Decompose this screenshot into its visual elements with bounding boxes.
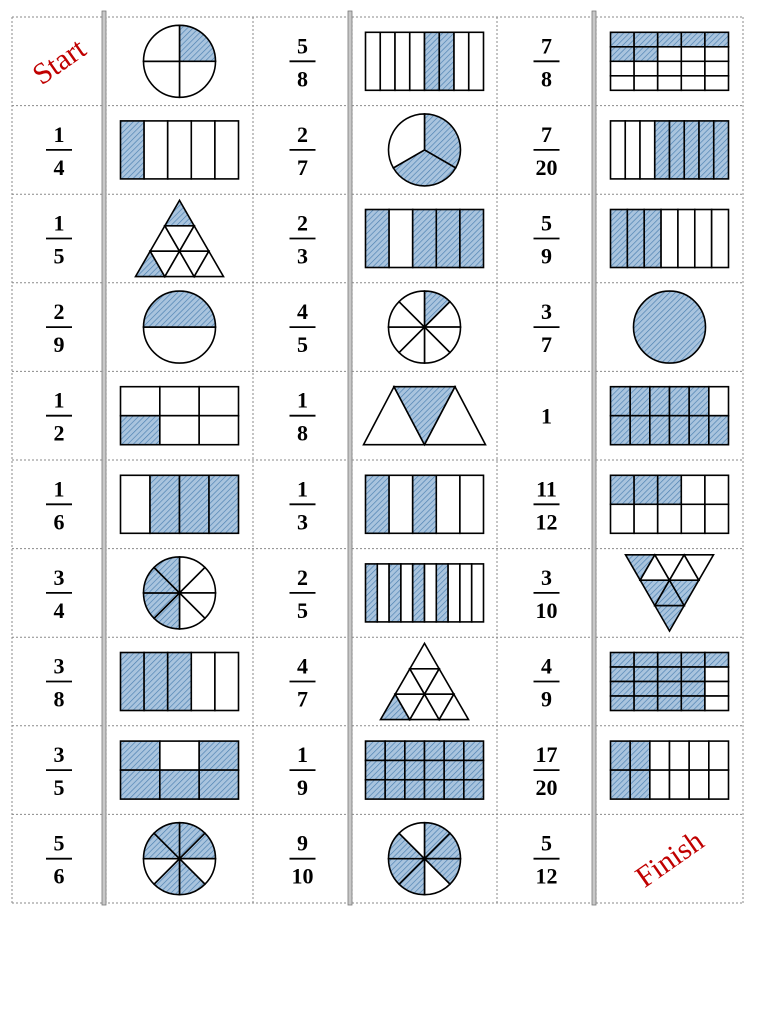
- shape-card-rect-cols: [366, 564, 484, 622]
- shape-part: [439, 32, 454, 90]
- shape-part: [464, 741, 484, 760]
- shape-part: [699, 121, 714, 179]
- shape-part: [644, 210, 661, 268]
- fraction-denominator: 7: [297, 686, 308, 712]
- fraction-numerator: 1: [53, 476, 65, 502]
- shape-card-circle-halves: [144, 291, 216, 363]
- shape-part: [681, 32, 705, 47]
- shape-part: [444, 780, 464, 799]
- shape-card-tri-grid: [381, 643, 469, 719]
- shape-part: [413, 475, 437, 533]
- shape-part: [160, 416, 199, 445]
- shape-part: [714, 121, 729, 179]
- shape-part: [121, 741, 160, 770]
- shape-card-rect-grid: [611, 741, 729, 799]
- fraction-numerator: 4: [541, 653, 552, 679]
- shape-part: [650, 741, 670, 770]
- shape-card-rect-cols: [611, 210, 729, 268]
- fraction-denominator: 3: [297, 243, 308, 269]
- fraction-card: [534, 476, 560, 534]
- fraction-numerator: 3: [53, 564, 65, 590]
- fraction-card: [46, 388, 72, 446]
- shape-part: [661, 210, 678, 268]
- shape-part: [658, 32, 682, 47]
- fraction-numerator: 4: [297, 299, 308, 325]
- shape-part: [389, 564, 401, 622]
- fraction-denominator: 20: [535, 775, 558, 801]
- shape-part: [658, 76, 682, 91]
- shape-part: [655, 606, 684, 631]
- shape-part: [377, 564, 389, 622]
- shape-part: [611, 61, 635, 76]
- fraction-denominator: 10: [535, 597, 558, 623]
- finish-label: [630, 824, 710, 894]
- shape-part: [611, 770, 631, 799]
- shape-card-rect-cols: [366, 32, 484, 90]
- shape-part: [634, 32, 658, 47]
- shape-part: [640, 121, 655, 179]
- shape-part: [413, 210, 437, 268]
- fraction-card: [534, 565, 560, 623]
- shape-card-tri-grid-inv: [626, 555, 714, 631]
- fraction-denominator: 3: [297, 509, 308, 535]
- shape-part: [611, 504, 635, 533]
- shape-part: [199, 387, 238, 416]
- shape-part: [611, 667, 635, 682]
- fraction-card: [290, 211, 316, 269]
- shape-part: [425, 741, 445, 760]
- shape-part: [199, 770, 238, 799]
- fraction-denominator: 12: [535, 863, 558, 889]
- shape-part: [681, 653, 705, 668]
- shape-part: [448, 564, 460, 622]
- shape-part: [650, 387, 670, 416]
- shape-part: [425, 760, 445, 779]
- shape-part: [670, 770, 690, 799]
- shape-part: [460, 475, 484, 533]
- fraction-numerator: 2: [297, 564, 308, 590]
- shape-part: [689, 741, 709, 770]
- shape-part: [460, 564, 472, 622]
- shape-part: [401, 564, 413, 622]
- fraction-card: [534, 211, 560, 269]
- fraction-denominator: 4: [53, 154, 65, 180]
- fraction-card: [534, 742, 560, 800]
- shape-part: [366, 760, 386, 779]
- fraction-card: [534, 831, 560, 889]
- shape-part: [160, 770, 199, 799]
- shape-part: [681, 76, 705, 91]
- shape-part: [191, 653, 215, 711]
- shape-card-circle-thirds: [389, 114, 461, 186]
- shape-part: [681, 667, 705, 682]
- shape-card-rect-cols: [121, 653, 239, 711]
- shape-card-rect-cols: [366, 475, 484, 533]
- shape-part: [611, 653, 635, 668]
- fraction-card: [290, 476, 316, 534]
- shape-part: [144, 25, 180, 61]
- fraction-denominator: 9: [541, 243, 552, 269]
- shape-card-rect-cols: [121, 121, 239, 179]
- shape-part: [611, 475, 635, 504]
- fraction-numerator: 7: [541, 121, 552, 147]
- shape-part: [611, 76, 635, 91]
- fraction-numerator: 3: [541, 564, 552, 590]
- fraction-numerator: 1: [297, 387, 308, 413]
- shape-part: [681, 47, 705, 62]
- shape-part: [650, 416, 670, 445]
- shape-part: [681, 475, 705, 504]
- shape-part: [180, 475, 210, 533]
- shape-card-rect-cols: [121, 475, 239, 533]
- shape-part: [670, 121, 685, 179]
- shape-part: [634, 696, 658, 711]
- shape-card-rect-cols: [366, 210, 484, 268]
- fraction-numerator: 7: [541, 33, 552, 59]
- fraction-denominator: 5: [297, 332, 308, 358]
- shape-part: [444, 741, 464, 760]
- shape-part: [709, 770, 729, 799]
- shape-part: [658, 47, 682, 62]
- shape-card-circle-quarters: [144, 25, 216, 97]
- shape-part: [366, 564, 378, 622]
- shape-part: [464, 780, 484, 799]
- shape-part: [425, 780, 445, 799]
- shape-part: [150, 475, 180, 533]
- shape-part: [611, 47, 635, 62]
- fraction-denominator: 4: [53, 597, 65, 623]
- shape-part: [121, 770, 160, 799]
- shape-part: [634, 291, 706, 363]
- fraction-card: [290, 831, 316, 889]
- shape-card-rect-grid: [366, 741, 484, 799]
- fraction-card: [534, 299, 560, 357]
- shape-part: [689, 387, 709, 416]
- shape-card-circle-sectors: [389, 291, 461, 363]
- shape-card-circle-full: [634, 291, 706, 363]
- shape-part: [611, 682, 635, 697]
- start-label: [27, 32, 93, 92]
- shape-part: [366, 32, 381, 90]
- fraction-numerator: 1: [297, 476, 308, 502]
- fraction-denominator: 12: [535, 509, 558, 535]
- shape-part: [425, 32, 440, 90]
- fraction-card: [290, 654, 316, 712]
- shape-part: [705, 47, 729, 62]
- shape-card-circle-sectors: [144, 823, 216, 895]
- fraction-card: [541, 404, 552, 429]
- fraction-denominator: 20: [535, 154, 558, 180]
- fraction-denominator: 5: [297, 597, 308, 623]
- fraction-card: [46, 476, 72, 534]
- fraction-denominator: 5: [53, 243, 65, 269]
- shape-card-rect-grid: [121, 741, 239, 799]
- fraction-card: [534, 33, 560, 91]
- fraction-numerator: 5: [297, 33, 308, 59]
- shape-part: [436, 210, 460, 268]
- fraction-numerator: 3: [53, 742, 65, 768]
- shape-part: [180, 61, 216, 97]
- fraction-numerator: 1: [53, 121, 65, 147]
- shape-part: [705, 682, 729, 697]
- shape-part: [410, 643, 439, 668]
- fraction-denominator: 9: [297, 775, 308, 801]
- shape-part: [385, 760, 405, 779]
- shape-part: [144, 653, 168, 711]
- shape-part: [705, 475, 729, 504]
- shape-part: [611, 416, 631, 445]
- shape-part: [611, 32, 635, 47]
- fraction-card: [290, 33, 316, 91]
- fraction-card: [46, 831, 72, 889]
- fraction-numerator: 1: [297, 742, 308, 768]
- shape-part: [689, 416, 709, 445]
- shape-part: [705, 504, 729, 533]
- shape-part: [385, 741, 405, 760]
- shape-part: [168, 653, 192, 711]
- fraction-denominator: 6: [53, 509, 65, 535]
- shape-part: [634, 667, 658, 682]
- shape-part: [655, 121, 670, 179]
- fraction-card: [290, 299, 316, 357]
- shape-part: [385, 780, 405, 799]
- shape-part: [681, 682, 705, 697]
- whole-number: 1: [541, 403, 552, 429]
- fraction-numerator: 9: [297, 830, 308, 856]
- shape-part: [160, 387, 199, 416]
- fraction-denominator: 7: [297, 154, 308, 180]
- shape-part: [469, 32, 484, 90]
- fraction-denominator: 9: [541, 686, 552, 712]
- fraction-numerator: 1: [53, 387, 65, 413]
- shape-part: [366, 475, 390, 533]
- fraction-denominator: 6: [53, 863, 65, 889]
- shape-part: [199, 416, 238, 445]
- shape-part: [705, 32, 729, 47]
- fraction-card: [534, 654, 560, 712]
- shape-part: [705, 76, 729, 91]
- shape-part: [472, 564, 484, 622]
- fold-line: [348, 11, 352, 905]
- fraction-numerator: 5: [541, 210, 552, 236]
- shape-part: [395, 32, 410, 90]
- shape-part: [366, 210, 390, 268]
- shape-part: [712, 210, 729, 268]
- shape-part: [121, 416, 160, 445]
- shape-part: [144, 327, 216, 363]
- fraction-card: [290, 565, 316, 623]
- shape-part: [366, 780, 386, 799]
- shape-part: [436, 564, 448, 622]
- fraction-denominator: 8: [297, 420, 308, 446]
- shape-part: [705, 61, 729, 76]
- shape-part: [405, 741, 425, 760]
- shape-part: [215, 653, 239, 711]
- shape-part: [627, 210, 644, 268]
- shape-part: [684, 121, 699, 179]
- shape-part: [658, 667, 682, 682]
- shape-part: [634, 653, 658, 668]
- shape-part: [191, 121, 215, 179]
- shape-part: [709, 387, 729, 416]
- shape-part: [410, 32, 425, 90]
- fraction-numerator: 1: [53, 210, 65, 236]
- shape-part: [144, 61, 180, 97]
- fraction-numerator: 5: [53, 830, 65, 856]
- shape-part: [160, 741, 199, 770]
- fraction-card: [534, 122, 560, 180]
- shape-card-rect-grid: [611, 32, 729, 90]
- card-grid: [12, 11, 743, 905]
- shape-card-circle-sectors: [144, 557, 216, 629]
- shape-part: [460, 210, 484, 268]
- shape-part: [464, 760, 484, 779]
- fraction-numerator: 17: [535, 742, 558, 768]
- fraction-card: [290, 122, 316, 180]
- shape-part: [413, 564, 425, 622]
- shape-part: [709, 741, 729, 770]
- shape-part: [681, 696, 705, 711]
- shape-part: [625, 121, 640, 179]
- shape-part: [611, 121, 626, 179]
- fraction-numerator: 4: [297, 653, 308, 679]
- shape-part: [209, 475, 239, 533]
- shape-part: [634, 61, 658, 76]
- shape-part: [705, 696, 729, 711]
- shape-part: [630, 416, 650, 445]
- shape-part: [180, 25, 216, 61]
- fraction-numerator: 2: [297, 121, 308, 147]
- shape-card-tri-split: [364, 387, 486, 445]
- fraction-card: [46, 565, 72, 623]
- shape-part: [630, 387, 650, 416]
- fraction-denominator: 5: [53, 775, 65, 801]
- fraction-denominator: 8: [297, 66, 308, 92]
- shape-part: [389, 475, 413, 533]
- fraction-card: [46, 654, 72, 712]
- fraction-denominator: 10: [291, 863, 314, 889]
- shape-part: [405, 760, 425, 779]
- shape-part: [658, 475, 682, 504]
- shape-part: [678, 210, 695, 268]
- fraction-card: [46, 122, 72, 180]
- start-text: Start: [26, 31, 92, 92]
- fraction-numerator: 3: [53, 653, 65, 679]
- shape-card-rect-grid: [611, 475, 729, 533]
- shape-part: [634, 682, 658, 697]
- shape-part: [709, 416, 729, 445]
- fraction-numerator: 3: [541, 299, 552, 325]
- shape-part: [681, 61, 705, 76]
- shape-part: [634, 475, 658, 504]
- fraction-numerator: 2: [53, 299, 65, 325]
- shape-part: [611, 210, 628, 268]
- shape-card-circle-sectors: [389, 823, 461, 895]
- fraction-denominator: 8: [541, 66, 552, 92]
- shape-part: [121, 387, 160, 416]
- shape-card-rect-cols: [611, 121, 729, 179]
- shape-part: [215, 121, 239, 179]
- shape-part: [168, 121, 192, 179]
- shape-part: [425, 564, 437, 622]
- fraction-denominator: 7: [541, 332, 552, 358]
- shape-part: [454, 32, 469, 90]
- shape-part: [630, 741, 650, 770]
- shape-part: [634, 504, 658, 533]
- shape-part: [658, 696, 682, 711]
- shape-part: [705, 653, 729, 668]
- shape-part: [670, 741, 690, 770]
- shape-part: [389, 210, 413, 268]
- shape-part: [366, 741, 386, 760]
- shape-part: [681, 504, 705, 533]
- shape-part: [634, 76, 658, 91]
- shape-card-rect-grid: [611, 653, 729, 711]
- shape-part: [121, 653, 145, 711]
- shape-part: [436, 475, 460, 533]
- shape-part: [634, 47, 658, 62]
- fraction-card: [46, 299, 72, 357]
- shape-part: [689, 770, 709, 799]
- fraction-numerator: 5: [541, 830, 552, 856]
- shape-part: [121, 475, 151, 533]
- shape-part: [658, 504, 682, 533]
- shape-part: [380, 32, 395, 90]
- shape-part: [144, 121, 168, 179]
- shape-card-rect-grid: [611, 387, 729, 445]
- shape-part: [611, 387, 631, 416]
- shape-part: [444, 760, 464, 779]
- shape-part: [199, 741, 238, 770]
- shape-part: [695, 210, 712, 268]
- shape-part: [144, 291, 216, 327]
- finish-text: Finish: [629, 824, 710, 895]
- fraction-denominator: 9: [53, 332, 65, 358]
- fraction-numerator: 11: [536, 476, 557, 502]
- fraction-denominator: 8: [53, 686, 65, 712]
- fraction-card: [290, 742, 316, 800]
- fraction-numerator: 2: [297, 210, 308, 236]
- fraction-card: [46, 211, 72, 269]
- shape-part: [165, 200, 194, 225]
- shape-part: [670, 416, 690, 445]
- fold-line: [102, 11, 106, 905]
- shape-part: [630, 770, 650, 799]
- shape-part: [705, 667, 729, 682]
- shape-part: [650, 770, 670, 799]
- shape-part: [658, 61, 682, 76]
- fraction-card: [46, 742, 72, 800]
- fraction-denominator: 2: [53, 420, 65, 446]
- shape-card-tri-grid: [136, 200, 224, 276]
- shape-part: [670, 387, 690, 416]
- fraction-card: [290, 388, 316, 446]
- shape-part: [121, 121, 145, 179]
- shape-part: [658, 682, 682, 697]
- shape-part: [611, 741, 631, 770]
- shape-part: [405, 780, 425, 799]
- shape-part: [658, 653, 682, 668]
- shape-card-rect-grid: [121, 387, 239, 445]
- fold-line: [592, 11, 596, 905]
- shape-part: [611, 696, 635, 711]
